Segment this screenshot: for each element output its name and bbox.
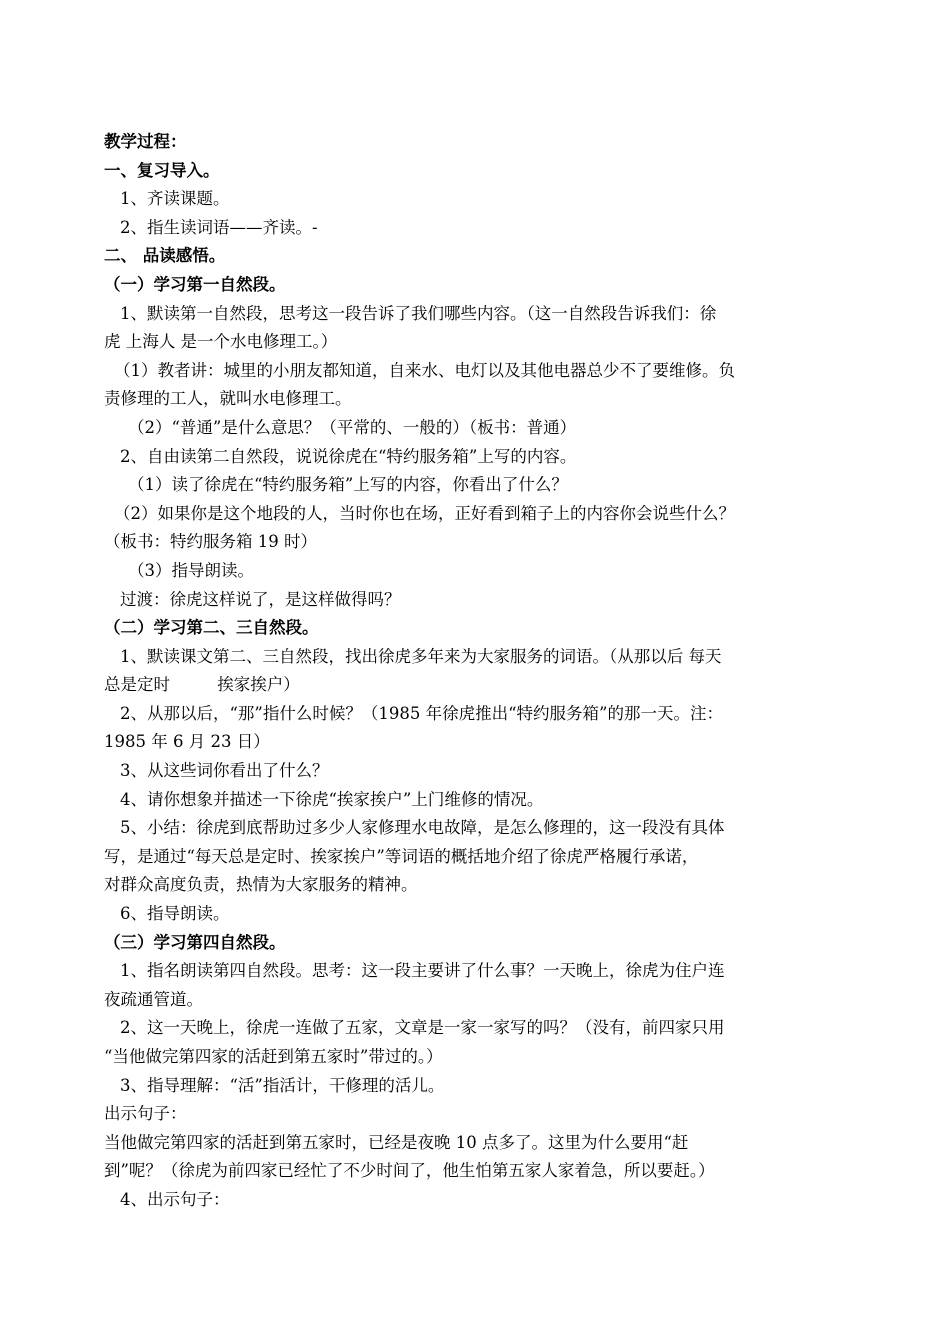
text-line: 5、小结：徐虎到底帮助过多少人家修理水电故障，是怎么修理的，这一段没有具体 [120, 818, 725, 838]
text-line: 对群众高度负责，热情为大家服务的精神。 [104, 875, 418, 895]
text-line: 2、指生读词语——齐读。- [120, 217, 318, 237]
text-line: 虎 上海人 是一个水电修理工。） [104, 332, 338, 352]
text-line: （1）教者讲：城里的小朋友都知道，自来水、电灯以及其他电器总少不了要维修。负 [114, 360, 735, 380]
text-line: 1、默读课文第二、三自然段，找出徐虎多年来为大家服务的词语。（从那以后 每天 [120, 646, 722, 666]
text-line: 3、从这些词你看出了什么？ [120, 761, 329, 781]
text-line: 4、出示句子： [120, 1189, 230, 1209]
subheading-paragraph-4: （三）学习第四自然段。 [104, 932, 286, 952]
text-line: “当他做完第四家的活赶到第五家时”带过的。） [104, 1047, 443, 1066]
text-line: （1）读了徐虎在“特约服务箱”上写的内容，你看出了什么？ [128, 475, 568, 495]
text-line: 总是定时 挨家挨户） [104, 675, 300, 695]
text-line: 1、默读第一自然段，思考这一段告诉了我们哪些内容。（这一自然段告诉我们：徐 [120, 303, 717, 323]
text-line: 过渡：徐虎这样说了，是这样做得吗？ [120, 589, 401, 609]
text-line: 2、这一天晚上，徐虎一连做了五家，文章是一家一家写的吗？（没有，前四家只用 [120, 1018, 725, 1038]
text-line: （板书：特约服务箱 19 时） [104, 532, 317, 552]
section-title: 教学过程： [104, 132, 187, 151]
text-line: （2）如果你是这个地段的人，当时你也在场，正好看到箱子上的内容你会说些什么？ [114, 503, 735, 523]
text-line: （2）“普通”是什么意思？（平常的、一般的）（板书：普通） [128, 417, 577, 437]
text-line: 1、指名朗读第四自然段。思考：这一段主要讲了什么事？一天晚上，徐虎为住户连 [120, 961, 725, 981]
text-line: 到”呢？（徐虎为前四家已经忙了不少时间了，他生怕第五家人家着急，所以要赶。） [104, 1161, 715, 1181]
text-line: 责修理的工人，就叫水电修理工。 [104, 389, 352, 409]
text-line: 6、指导朗读。 [120, 904, 230, 924]
text-line: 2、自由读第二自然段，说说徐虎在“特约服务箱”上写的内容。 [120, 446, 577, 466]
subheading-paragraph-1: （一）学习第一自然段。 [104, 274, 286, 294]
text-line: 夜疏通管道。 [104, 989, 203, 1009]
text-line: 出示句子： [104, 1104, 187, 1124]
heading-reading: 二、 品读感悟。 [104, 246, 226, 266]
text-line: 当他做完第四家的活赶到第五家时，已经是夜晚 10 点多了。这里为什么要用“赶 [104, 1132, 689, 1152]
text-line: 2、从那以后，“那”指什么时候？（1985 年徐虎推出“特约服务箱”的那一天。注： [120, 703, 723, 723]
text-line: （3）指导朗读。 [128, 560, 254, 580]
subheading-paragraph-2-3: （二）学习第二、三自然段。 [104, 618, 319, 638]
text-line: 4、请你想象并描述一下徐虎“挨家挨户”上门维修的情况。 [120, 789, 544, 809]
text-line: 1、齐读课题。 [120, 189, 230, 209]
text-line: 1985 年 6 月 23 日） [104, 732, 270, 752]
text-line: 3、指导理解：“活”指活计，干修理的活儿。 [120, 1075, 445, 1095]
heading-review: 一、复习导入。 [104, 160, 220, 180]
text-line: 写，是通过“每天总是定时、挨家挨户”等词语的概括地介绍了徐虎严格履行承诺， [104, 846, 699, 866]
